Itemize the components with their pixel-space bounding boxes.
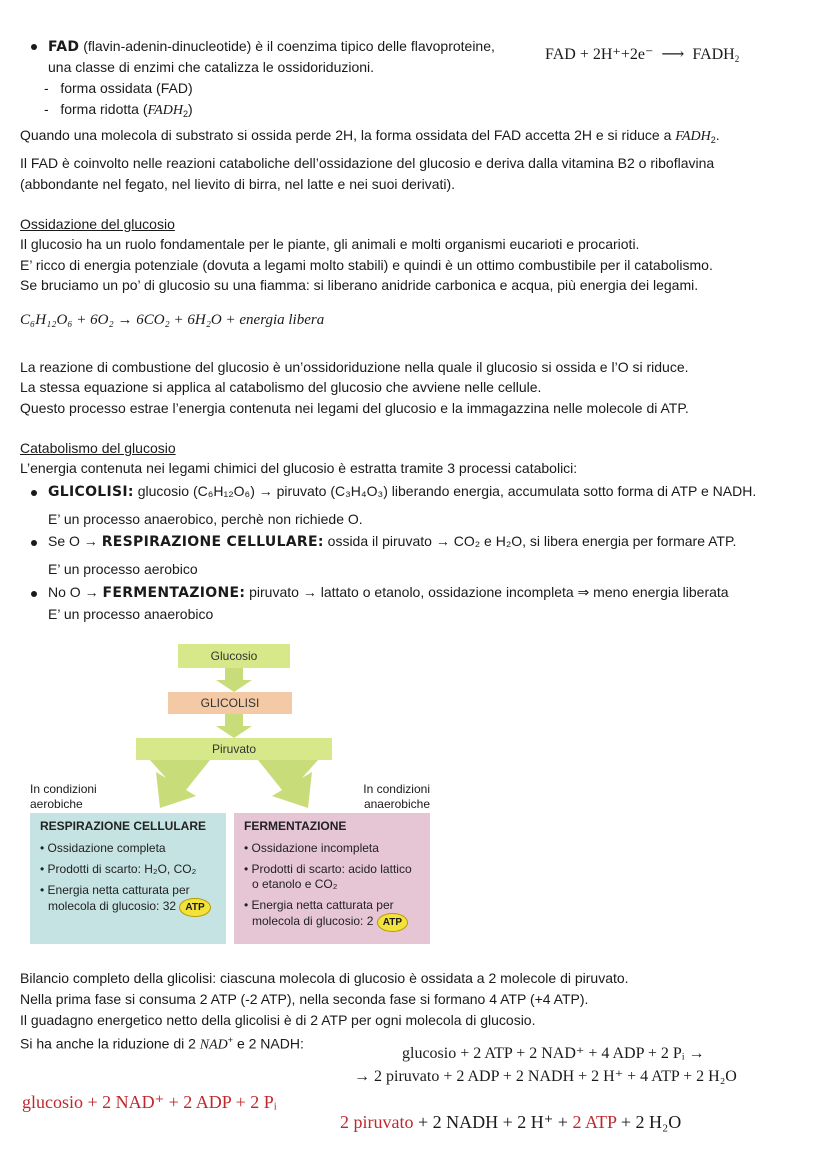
glicolisi-sub: E’ un processo anaerobico, perchè non richiede O.: [48, 511, 363, 527]
glicolisi-text: glucosio (C₆H₁₂O₆) → piruvato (C₃H₄O₃) liberando energia, accumulata sotto forma di ATP e NADH.: [133, 483, 757, 499]
net-eq-middle: + 2 NADH + 2 H⁺ +: [413, 1112, 573, 1132]
arrow-right-branch: [258, 760, 318, 808]
fermentazione-item-2: [244, 862, 424, 892]
fad-para-2-line-1: Il FAD è coinvolto nelle reazioni cataboliche dell’ossidazione del glucosio e deriva dalla vitamina B2 o riboflavina: [20, 155, 715, 171]
glucosio-box: Glucosio: [178, 644, 290, 668]
fermentazione-key: FERMENTAZIONE:: [102, 585, 246, 601]
respirazione-pre: Se O →: [48, 533, 102, 549]
fermentazione-item-2a: • Prodotti di scarto: acido lattico: [244, 862, 412, 876]
respirazione-item-3a: • Energia netta catturata per: [40, 883, 190, 897]
respirazione-bullet: [48, 533, 736, 550]
fermentazione-sub: E’ un processo anaerobico: [48, 606, 214, 622]
respirazione-item-1: • Ossidazione completa: [40, 841, 166, 855]
ossidazione-para-2: La stessa equazione si applica al catabolismo del glucosio che avviene nelle cellule.: [20, 379, 542, 395]
fad-form-2-post: ): [188, 101, 193, 117]
respirazione-panel: [30, 813, 226, 944]
fermentazione-panel: [234, 813, 430, 944]
fad-para-1-post: .: [715, 127, 720, 143]
fad-form-1: - forma ossidata (FAD): [44, 80, 193, 96]
fermentazione-item-3b-row: [244, 913, 424, 932]
anaerobic-label-2: anaerobiche: [363, 797, 430, 811]
fermentazione-text: piruvato → lattato o etanolo, ossidazione incompleta ⇒ meno energia liberata: [245, 584, 729, 600]
glicolisi-bullet: [48, 483, 756, 500]
ossidazione-para-3: Questo processo estrae l’energia contenuta nei legami del glucosio e la immagazzina nelle molecole di ATP.: [20, 400, 689, 416]
respirazione-item-3b-row: [40, 898, 220, 917]
bilancio-line-4-sup: +: [227, 1035, 234, 1045]
fad-form-1-text: forma ossidata (FAD): [60, 80, 193, 96]
fad-text: (flavin-adenin-dinucleotide) è il coenzima tipico delle flavoproteine,: [79, 38, 495, 54]
bilancio-line-1: Bilancio completo della glicolisi: ciascuna molecola di glucosio è ossidata a 2 molecole di piruvato.: [20, 970, 629, 986]
fad-eq-sub: 2: [734, 54, 740, 64]
ossidazione-line-3: Se bruciamo un po’ di glucosio su una fiamma: si liberano anidride carbonica e acqua, più energia dei legami.: [20, 277, 699, 293]
glycolysis-eq-row-2: → 2 piruvato + 2 ADP + 2 NADH + 2 H⁺ + 4 ATP + 2 H₂O: [354, 1068, 737, 1085]
fad-para-1: [20, 127, 720, 145]
anaerobic-label: [356, 782, 430, 812]
fad-eq-arrow: ⟶: [661, 46, 685, 63]
heading-ossidazione: Ossidazione del glucosio: [20, 216, 175, 232]
glicolisi-box: GLICOLISI: [168, 692, 292, 714]
bilancio-line-3: Il guadagno energetico netto della glicolisi è di 2 ATP per ogni molecola di glucosio.: [20, 1012, 536, 1028]
respirazione-item-3: [40, 883, 220, 917]
glycolysis-eq-row-1: glucosio + 2 ATP + 2 NAD⁺ + 4 ADP + 2 Pᵢ →: [402, 1045, 705, 1062]
bullet-dot: [31, 540, 37, 546]
fad-label: FAD: [48, 39, 80, 55]
net-eq-left: glucosio + 2 NAD⁺ + 2 ADP + 2 Pᵢ: [22, 1092, 277, 1112]
bilancio-line-2: Nella prima fase si consuma 2 ATP (-2 ATP), nella seconda fase si formano 4 ATP (+4 ATP).: [20, 991, 589, 1007]
fermentazione-pre: No O →: [48, 584, 103, 600]
fermentazione-item-2b: o etanolo e CO₂: [252, 877, 338, 891]
bilancio-line-4-post: e 2 NADH:: [233, 1035, 304, 1052]
fad-para-1-sub: 2: [710, 135, 716, 145]
fad-form-2-pre: forma ridotta (: [60, 101, 148, 117]
bilancio-line-4-pre: Si ha anche la riduzione di 2: [20, 1035, 200, 1052]
fad-eq-left: FAD + 2H⁺+2e⁻: [545, 46, 654, 63]
fermentazione-item-3: [244, 898, 424, 932]
bilancio-line-4: [20, 1035, 304, 1054]
fad-para-2-line-2: (abbondante nel fegato, nel lievito di birra, nel latte e nei suoi derivati).: [20, 176, 456, 192]
arrow-glicolisi-piruvato: [216, 714, 252, 738]
bullet-dot: [31, 490, 37, 496]
fad-para-1-pre: Quando una molecola di substrato si ossida perde 2H, la forma ossidata del FAD accetta 2H e si riduce a: [20, 127, 676, 143]
atp-badge: ATP: [179, 898, 210, 917]
aerobic-label-2: aerobiche: [30, 797, 83, 811]
arrow-glucosio-glicolisi: [216, 668, 252, 692]
arrow-left-branch: [150, 760, 210, 808]
ossidazione-line-2: E’ ricco di energia potenziale (dovuta a legami molto stabili) e quindi è un ottimo combustibile per il catabolismo.: [20, 257, 713, 273]
bullet-dot: [31, 44, 37, 50]
fermentazione-panel-title: FERMENTAZIONE: [244, 819, 347, 833]
ossidazione-para-1: La reazione di combustione del glucosio è un’ossidoriduzione nella quale il glucosio si ossida e l’O si riduce.: [20, 359, 689, 375]
glicolisi-key: GLICOLISI:: [48, 484, 134, 500]
fermentazione-item-3a: • Energia netta catturata per: [244, 898, 394, 912]
atp-badge: ATP: [377, 913, 408, 932]
net-eq-atp: 2 ATP: [572, 1112, 617, 1132]
aerobic-label-1: In condizioni: [30, 782, 97, 796]
catabolismo-intro: L’energia contenuta nei legami chimici del glucosio è estratta tramite 3 processi catabolici:: [20, 460, 578, 476]
fad-form-2-ital: FADH: [147, 103, 184, 118]
respirazione-item-2: • Prodotti di scarto: H₂O, CO₂: [40, 862, 197, 876]
bullet-dot: [31, 591, 37, 597]
heading-catabolismo: Catabolismo del glucosio: [20, 440, 176, 456]
ossidazione-line-1: Il glucosio ha un ruolo fondamentale per le piante, gli animali e molti organismi eucarioti e procarioti.: [20, 236, 640, 252]
respirazione-item-3b: molecola di glucosio: 32: [48, 899, 177, 913]
fermentazione-bullet: [48, 584, 729, 601]
respirazione-sub: E’ un processo aerobico: [48, 561, 198, 577]
anaerobic-label-1: In condizioni: [363, 782, 430, 796]
fad-intro: [48, 38, 495, 55]
fermentazione-item-1: • Ossidazione incompleta: [244, 841, 379, 855]
respirazione-key: RESPIRAZIONE CELLULARE:: [101, 534, 324, 550]
fad-para-1-ital: FADH: [675, 129, 711, 144]
bilancio-line-4-ital: NAD: [199, 1037, 228, 1053]
fad-line2: una classe di enzimi che catalizza le ossidoriduzioni.: [48, 59, 375, 75]
fad-equation: [545, 44, 739, 64]
fermentazione-item-3b: molecola di glucosio: 2: [252, 914, 374, 928]
piruvato-box: Piruvato: [136, 738, 332, 760]
fad-form-2: - forma ridotta $(FADH_2)$: [44, 101, 193, 119]
net-eq-right: [340, 1112, 681, 1133]
respirazione-panel-title: RESPIRAZIONE CELLULARE: [40, 819, 207, 833]
net-eq-piruvato: 2 piruvato: [340, 1112, 414, 1132]
aerobic-label: [30, 782, 97, 812]
fad-eq-right: FADH: [692, 46, 735, 63]
respirazione-text: ossida il piruvato → CO₂ e H₂O, si libera energia per formare ATP.: [323, 533, 737, 549]
combustion-equation: C₆H₁₂O₆ + 6O₂ → 6CO₂ + 6H₂O + energia libera: [20, 312, 325, 328]
net-eq-water: + 2 H₂O: [616, 1112, 682, 1132]
fad-form-2-sub: 2: [183, 109, 189, 119]
